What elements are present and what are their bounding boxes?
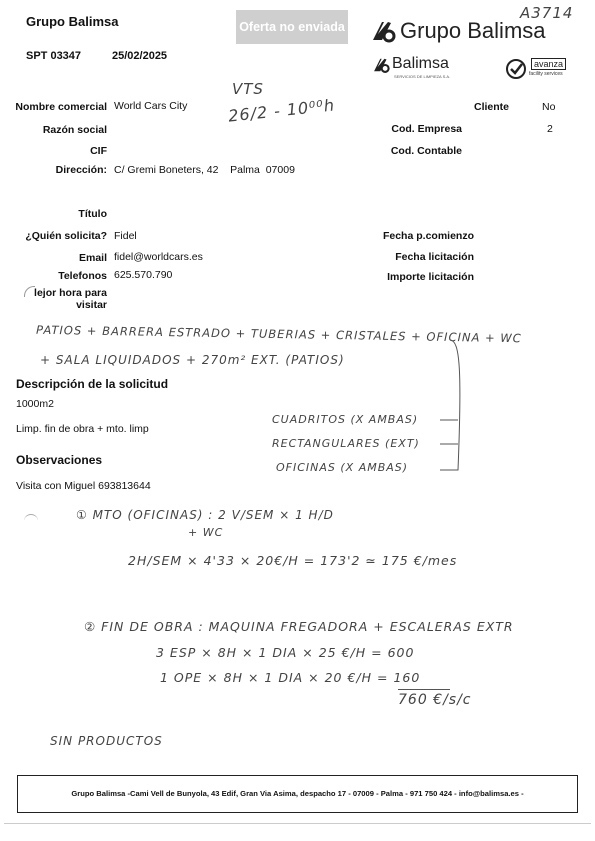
handwritten-scope-2: + SALA LIQUIDADOS + 270m² EXT. (PATIOS): [40, 353, 345, 367]
handwritten-bracket: [410, 330, 470, 480]
label-nombre-comercial: Nombre comercial: [15, 101, 107, 113]
avanza-check-icon: [505, 58, 527, 80]
label-direccion: Dirección:: [55, 164, 107, 176]
sub-logo-tag: SERVICIOS DE LIMPIEZA S.A.: [394, 74, 451, 79]
label-telefonos: Telefonos: [58, 270, 107, 282]
label-cod-contable: Cod. Contable: [390, 145, 462, 157]
scan-mark-2: [24, 514, 38, 523]
sub-logo: Balimsa: [392, 55, 449, 72]
label-cod-empresa: Cod. Empresa: [391, 123, 462, 135]
balimsa-small-logo-icon: [372, 56, 390, 74]
label-razon-social: Razón social: [42, 124, 107, 136]
bottom-divider: [4, 823, 591, 824]
handwritten-item1: ① MTO (OFICINAS) : 2 V/SEM × 1 H/D: [76, 508, 334, 522]
value-cliente: No: [542, 101, 556, 113]
label-fecha-comienzo: Fecha p.comienzo: [382, 230, 474, 242]
handwritten-sin-productos: SIN PRODUCTOS: [50, 734, 163, 748]
label-mejor-hora-1: lejor hora para: [34, 287, 107, 299]
logo-text: Grupo Balimsa: [400, 18, 546, 43]
handwritten-item1-calc: 2H/SEM × 4'33 × 20€/H = 173'2 ≃ 175 €/mes: [128, 553, 458, 568]
handwritten-list-1: CUADRITOS (X AMBAS): [272, 413, 419, 426]
handwritten-list-3: OFICINAS (X AMBAS): [276, 461, 409, 474]
handwritten-visit-date: 26/2 - 10⁰⁰h: [227, 95, 336, 126]
descripcion-line2: Limp. fin de obra + mto. limp: [16, 423, 149, 435]
observaciones-text: Visita con Miguel 693813644: [16, 480, 151, 492]
label-mejor-hora-2: visitar: [76, 299, 107, 311]
handwritten-item2-total: 760 €/s/c: [398, 692, 472, 708]
label-quien-solicita: ¿Quién solicita?: [25, 230, 107, 242]
label-email: Email: [78, 252, 107, 264]
value-quien-solicita: Fidel: [114, 230, 137, 242]
handwritten-item1-wc: + WC: [188, 526, 224, 539]
handwritten-visit: VTS: [232, 80, 264, 98]
descripcion-line1: 1000m2: [16, 398, 54, 410]
handwritten-ref: A3714: [520, 4, 574, 22]
status-badge: Oferta no enviada: [236, 10, 348, 44]
value-direccion: C/ Gremi Boneters, 42 Palma 07009: [114, 164, 295, 176]
sum-underline: [398, 689, 450, 690]
descripcion-title: Descripción de la solicitud: [16, 377, 169, 391]
handwritten-item2-line2: 1 OPE × 8H × 1 DIA × 20 €/H = 160: [160, 670, 421, 685]
document-date: 25/02/2025: [112, 50, 168, 62]
observaciones-title: Observaciones: [16, 453, 103, 467]
handwritten-scope-1: PATIOS + BARRERA ESTRADO + TUBERIAS + CRISTALES + OFICINA + WC: [35, 322, 522, 346]
label-cif: CIF: [90, 145, 107, 157]
footer-text: Grupo Balimsa -Cami Vell de Bunyola, 43 Edif, Gran Via Asima, despacho 17 - 07009 - Palma - 971 750 424 - info@balimsa.es -: [71, 789, 524, 798]
handwritten-item2-line1: 3 ESP × 8H × 1 DIA × 25 €/H = 600: [156, 645, 415, 660]
value-email: fidel@worldcars.es: [114, 251, 203, 263]
value-nombre-comercial: World Cars City: [114, 100, 188, 112]
label-titulo: Título: [78, 208, 107, 220]
handwritten-list-2: RECTANGULARES (EXT): [272, 437, 420, 450]
label-fecha-licitacion: Fecha licitación: [395, 251, 474, 263]
company-name: Grupo Balimsa: [26, 14, 119, 29]
avanza-logo: avanza: [531, 58, 566, 70]
balimsa-logo-icon: [370, 18, 396, 44]
label-cliente: Cliente: [473, 101, 509, 113]
avanza-tag: facility services: [529, 71, 563, 77]
label-importe-licitacion: Importe licitación: [387, 271, 474, 283]
value-telefonos: 625.570.790: [114, 269, 173, 281]
reference-number: SPT 03347: [26, 50, 82, 62]
value-cod-empresa: 2: [547, 123, 553, 135]
handwritten-item2: ② FIN DE OBRA : MAQUINA FREGADORA + ESCALERAS EXTR: [84, 619, 514, 634]
